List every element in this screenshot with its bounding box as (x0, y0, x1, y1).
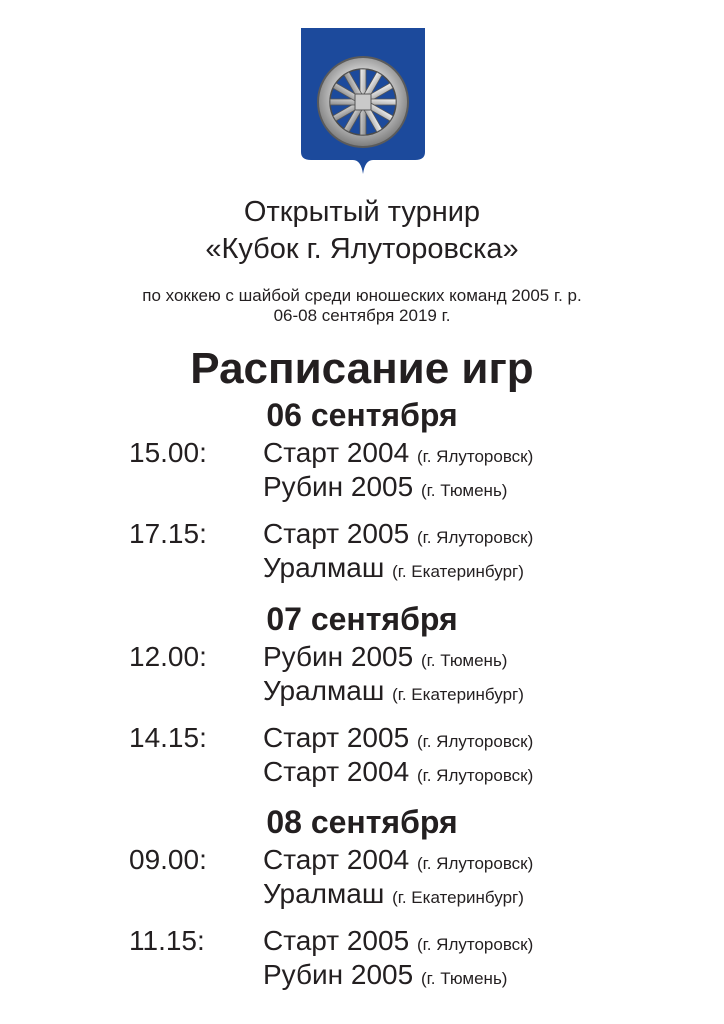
schedule-heading: Расписание игр (190, 344, 534, 393)
home-team (263, 924, 533, 962)
tournament-dates: 06-08 сентября 2019 г. (273, 306, 451, 325)
game-time: 17.15: (129, 518, 207, 549)
team-city: (г. Ялуторовск) (416, 935, 534, 954)
team-city: (г. Тюмень) (420, 969, 508, 988)
game-time: 09.00: (129, 844, 207, 875)
away-team (263, 958, 507, 996)
day-block (0, 600, 724, 802)
team-city: (г. Екатеринбург) (392, 562, 524, 581)
team-name: Уралмаш (263, 878, 385, 909)
coat-of-arms-wheel-icon (301, 28, 425, 174)
game-row (0, 843, 724, 924)
game-row (0, 721, 724, 802)
team-city: (г. Тюмень) (420, 651, 508, 670)
team-name: Уралмаш (263, 675, 385, 706)
team-city: (г. Ялуторовск) (416, 447, 534, 466)
day-block (0, 396, 724, 598)
game-time: 12.00: (129, 641, 207, 672)
home-team (263, 721, 533, 759)
away-team (263, 470, 507, 508)
team-name: Рубин 2005 (263, 471, 414, 502)
game-time: 14.15: (129, 722, 207, 753)
team-city: (г. Тюмень) (420, 481, 508, 500)
team-city: (г. Ялуторовск) (416, 766, 534, 785)
team-city: (г. Ялуторовск) (416, 854, 534, 873)
team-name: Старт 2004 (263, 437, 410, 468)
game-time: 11.15: (129, 925, 205, 956)
home-team (263, 517, 533, 555)
team-name: Уралмаш (263, 552, 385, 583)
team-name: Старт 2005 (263, 518, 410, 549)
team-city: (г. Ялуторовск) (416, 528, 534, 547)
home-team (263, 843, 533, 881)
day-date: 06 сентября (266, 397, 458, 433)
tournament-description: по хоккею с шайбой среди юношеских команд 2005 г. р. (142, 286, 582, 305)
day-block (0, 803, 724, 1005)
away-team (263, 674, 524, 712)
away-team (263, 755, 533, 793)
team-city: (г. Ялуторовск) (416, 732, 534, 751)
home-team (263, 436, 533, 474)
game-row (0, 436, 724, 517)
game-row (0, 517, 724, 598)
tournament-title: Открытый турнир (243, 196, 481, 228)
game-row (0, 640, 724, 721)
home-team (263, 640, 507, 678)
team-name: Старт 2004 (263, 844, 410, 875)
game-time: 15.00: (129, 437, 207, 468)
team-name: Рубин 2005 (263, 959, 414, 990)
cup-name: «Кубок г. Ялуторовска» (205, 233, 519, 265)
team-name: Старт 2005 (263, 722, 410, 753)
team-name: Старт 2005 (263, 925, 410, 956)
away-team (263, 877, 524, 915)
team-city: (г. Екатеринбург) (392, 685, 524, 704)
game-row (0, 924, 724, 1005)
day-date: 07 сентября (266, 601, 458, 637)
team-name: Рубин 2005 (263, 641, 414, 672)
team-city: (г. Екатеринбург) (392, 888, 524, 907)
team-name: Старт 2004 (263, 756, 410, 787)
day-date: 08 сентября (266, 804, 458, 840)
away-team (263, 551, 524, 589)
